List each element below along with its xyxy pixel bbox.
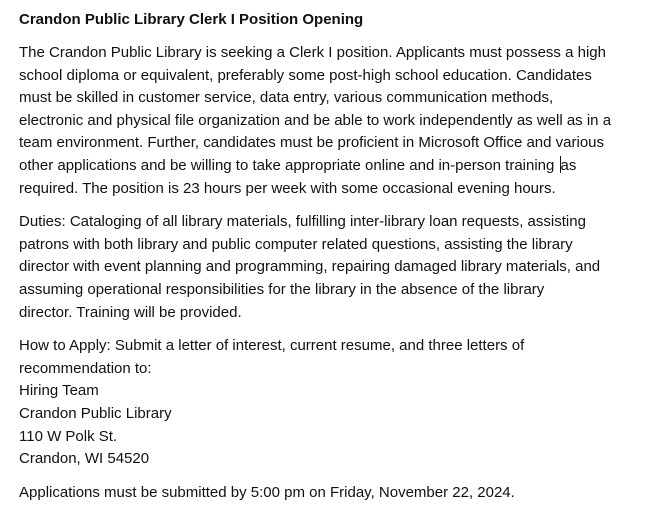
- intro-line: [19, 155, 641, 178]
- intro-line: The Crandon Public Library is seeking a Clerk I position. Applicants must possess a high: [19, 44, 606, 61]
- duties-line: director. Training will be provided.: [19, 303, 242, 321]
- deadline-text: Applications must be submitted by 5:00 pm on Friday, November 22, 2024.: [19, 483, 515, 501]
- intro-line: electronic and physical file organization and be able to work independently as well as in a: [19, 111, 612, 129]
- address-line: 110 W Polk St.: [19, 427, 118, 445]
- intro-paragraph[interactable]: [19, 42, 641, 200]
- duties-line: assuming operational responsibilities for the library in the absence of the library: [19, 280, 545, 298]
- duties-line: patrons with both library and public computer related questions, assisting the library: [19, 235, 573, 253]
- intro-line: team environment. Further, candidates must be proficient in Microsoft Office and various: [19, 134, 604, 152]
- apply-line: How to Apply: Submit a letter of interest, current resume, and three letters of: [19, 337, 525, 355]
- intro-line-text: other applications and be willing to take appropriate online and in-person training: [19, 156, 559, 174]
- apply-paragraph[interactable]: [19, 335, 641, 471]
- address-line: Crandon, WI 54520: [19, 450, 150, 468]
- document-title: Crandon Public Library Clerk I Position Opening: [19, 11, 364, 28]
- duties-paragraph[interactable]: [19, 211, 641, 324]
- deadline-paragraph[interactable]: [19, 482, 641, 505]
- document-body[interactable]: [19, 9, 641, 515]
- intro-line: must be skilled in customer service, data entry, various communication methods,: [19, 89, 554, 107]
- intro-line-text: as: [560, 156, 577, 174]
- apply-line: recommendation to:: [19, 359, 152, 377]
- duties-line: Duties: Cataloging of all library materials, fulfilling inter-library loan requests, assisting: [19, 213, 586, 231]
- address-line: Hiring Team: [19, 382, 99, 400]
- intro-line: required. The position is 23 hours per week with some occasional evening hours.: [19, 179, 556, 197]
- duties-line: director with event planning and programming, repairing damaged library materials, and: [19, 258, 601, 276]
- address-line: Crandon Public Library: [19, 404, 172, 422]
- intro-line: school diploma or equivalent, preferably some post-high school education. Candidates: [19, 66, 592, 84]
